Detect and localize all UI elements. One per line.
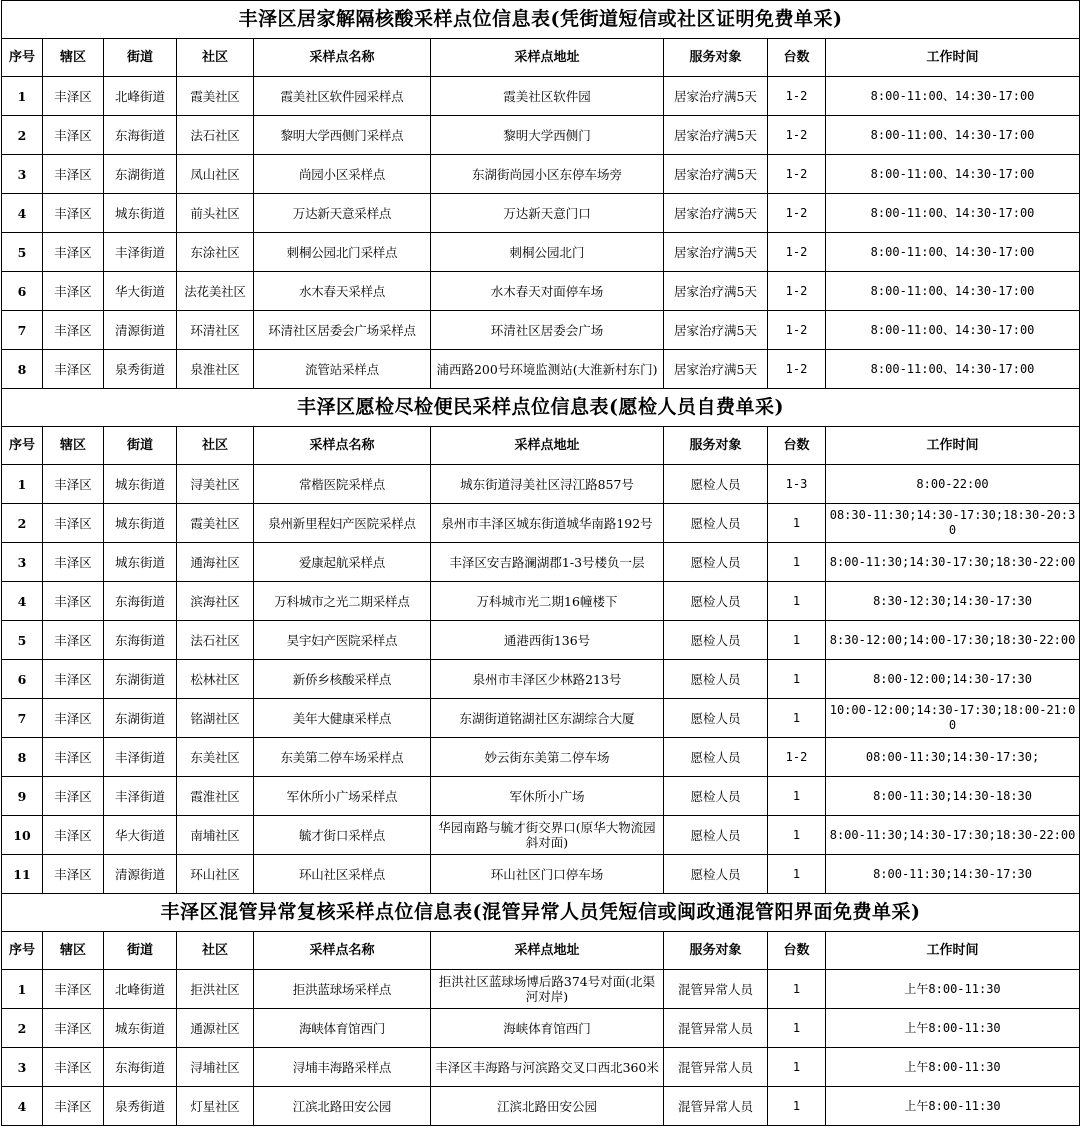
- table-row: [2, 465, 1080, 504]
- cell-working-hours: 8:00-22:00: [826, 465, 1080, 504]
- cell-subdistrict: 东海街道: [104, 582, 177, 621]
- cell-site-address: 黎明大学西侧门: [431, 116, 664, 155]
- cell-community: 通海社区: [177, 543, 254, 582]
- cell-service-target: 居家治疗满5天: [664, 311, 768, 350]
- table-row: [2, 1087, 1080, 1126]
- cell-subdistrict: 东湖街道: [104, 699, 177, 738]
- cell-station-count: 1-2: [768, 77, 826, 116]
- cell-subdistrict: 华大街道: [104, 816, 177, 855]
- cell-station-count: 1-2: [768, 155, 826, 194]
- cell-row-number: 2: [2, 1009, 43, 1048]
- cell-row-number: 3: [2, 1048, 43, 1087]
- cell-community: 环清社区: [177, 311, 254, 350]
- header-row: [2, 39, 1080, 77]
- cell-working-hours: 8:30-12:00;14:00-17:30;18:30-22:00: [826, 621, 1080, 660]
- cell-station-count: 1: [768, 504, 826, 543]
- cell-subdistrict: 东湖街道: [104, 660, 177, 699]
- cell-service-target: 混管异常人员: [664, 970, 768, 1009]
- cell-community: 东美社区: [177, 738, 254, 777]
- cell-district: 丰泽区: [43, 582, 104, 621]
- cell-community: 浔美社区: [177, 465, 254, 504]
- cell-subdistrict: 清源街道: [104, 855, 177, 894]
- cell-site-name: 万科城市之光二期采样点: [254, 582, 431, 621]
- cell-subdistrict: 北峰街道: [104, 77, 177, 116]
- cell-district: 丰泽区: [43, 543, 104, 582]
- cell-working-hours: 10:00-12:00;14:30-17:30;18:00-21:00: [826, 699, 1080, 738]
- cell-working-hours: 08:00-11:30;14:30-17:30;: [826, 738, 1080, 777]
- cell-site-address: 万达新天意门口: [431, 194, 664, 233]
- section-title: 丰泽区混管异常复核采样点位信息表(混管异常人员凭短信或闽政通混管阳界面免费单采): [2, 894, 1080, 932]
- cell-site-address: 刺桐公园北门: [431, 233, 664, 272]
- table-body: [2, 1, 1080, 1126]
- cell-station-count: 1: [768, 970, 826, 1009]
- cell-subdistrict: 城东街道: [104, 194, 177, 233]
- column-header-working-hours: 工作时间: [826, 932, 1080, 970]
- cell-site-name: 爱康起航采样点: [254, 543, 431, 582]
- cell-subdistrict: 东海街道: [104, 621, 177, 660]
- cell-row-number: 1: [2, 465, 43, 504]
- table-row: [2, 116, 1080, 155]
- cell-row-number: 3: [2, 155, 43, 194]
- cell-row-number: 7: [2, 699, 43, 738]
- cell-site-name: 泉州新里程妇产医院采样点: [254, 504, 431, 543]
- cell-site-address: 东湖街尚园小区东停车场旁: [431, 155, 664, 194]
- cell-community: 松林社区: [177, 660, 254, 699]
- column-header-district: 辖区: [43, 39, 104, 77]
- cell-site-address: 军休所小广场: [431, 777, 664, 816]
- cell-site-name: 昊宇妇产医院采样点: [254, 621, 431, 660]
- cell-site-address: 泉州市丰泽区少林路213号: [431, 660, 664, 699]
- cell-site-address: 妙云街东美第二停车场: [431, 738, 664, 777]
- cell-station-count: 1: [768, 855, 826, 894]
- cell-service-target: 愿检人员: [664, 582, 768, 621]
- cell-site-name: 环清社区居委会广场采样点: [254, 311, 431, 350]
- cell-site-address: 海峡体育馆西门: [431, 1009, 664, 1048]
- section-title-row: [2, 894, 1080, 932]
- cell-working-hours: 上午8:00-11:30: [826, 1048, 1080, 1087]
- cell-service-target: 愿检人员: [664, 738, 768, 777]
- cell-row-number: 6: [2, 660, 43, 699]
- cell-site-address: 浦西路200号环境监测站(大淮新村东门): [431, 350, 664, 389]
- cell-station-count: 1-2: [768, 233, 826, 272]
- cell-community: 拒洪社区: [177, 970, 254, 1009]
- cell-station-count: 1-2: [768, 116, 826, 155]
- cell-station-count: 1-3: [768, 465, 826, 504]
- cell-station-count: 1: [768, 660, 826, 699]
- column-header-service-target: 服务对象: [664, 427, 768, 465]
- cell-site-name: 美年大健康采样点: [254, 699, 431, 738]
- cell-community: 东涂社区: [177, 233, 254, 272]
- cell-site-name: 新侨乡核酸采样点: [254, 660, 431, 699]
- cell-row-number: 4: [2, 582, 43, 621]
- cell-service-target: 居家治疗满5天: [664, 233, 768, 272]
- cell-station-count: 1: [768, 699, 826, 738]
- column-header-site-address: 采样点地址: [431, 427, 664, 465]
- cell-subdistrict: 东湖街道: [104, 155, 177, 194]
- table-row: [2, 582, 1080, 621]
- cell-working-hours: 8:30-12:30;14:30-17:30: [826, 582, 1080, 621]
- cell-site-address: 水木春天对面停车场: [431, 272, 664, 311]
- cell-service-target: 愿检人员: [664, 504, 768, 543]
- cell-district: 丰泽区: [43, 155, 104, 194]
- cell-row-number: 1: [2, 77, 43, 116]
- cell-working-hours: 8:00-11:00、14:30-17:00: [826, 233, 1080, 272]
- cell-district: 丰泽区: [43, 855, 104, 894]
- cell-site-name: 流管站采样点: [254, 350, 431, 389]
- cell-station-count: 1: [768, 816, 826, 855]
- cell-station-count: 1-2: [768, 194, 826, 233]
- cell-district: 丰泽区: [43, 116, 104, 155]
- cell-station-count: 1-2: [768, 311, 826, 350]
- cell-row-number: 8: [2, 738, 43, 777]
- column-header-district: 辖区: [43, 932, 104, 970]
- column-header-working-hours: 工作时间: [826, 39, 1080, 77]
- cell-service-target: 愿检人员: [664, 543, 768, 582]
- table-row: [2, 77, 1080, 116]
- cell-community: 凤山社区: [177, 155, 254, 194]
- cell-site-address: 万科城市光二期16幢楼下: [431, 582, 664, 621]
- table-row: [2, 699, 1080, 738]
- table-row: [2, 504, 1080, 543]
- cell-subdistrict: 华大街道: [104, 272, 177, 311]
- column-header-station-count: 台数: [768, 932, 826, 970]
- cell-subdistrict: 东海街道: [104, 1048, 177, 1087]
- cell-subdistrict: 城东街道: [104, 504, 177, 543]
- cell-station-count: 1: [768, 543, 826, 582]
- column-header-site-name: 采样点名称: [254, 932, 431, 970]
- cell-community: 南埔社区: [177, 816, 254, 855]
- cell-district: 丰泽区: [43, 621, 104, 660]
- cell-community: 霞淮社区: [177, 777, 254, 816]
- column-header-community: 社区: [177, 932, 254, 970]
- column-header-subdistrict: 街道: [104, 932, 177, 970]
- cell-district: 丰泽区: [43, 311, 104, 350]
- section-title-row: [2, 389, 1080, 427]
- cell-subdistrict: 丰泽街道: [104, 233, 177, 272]
- cell-site-name: 尚园小区采样点: [254, 155, 431, 194]
- cell-site-name: 军休所小广场采样点: [254, 777, 431, 816]
- cell-site-name: 水木春天采样点: [254, 272, 431, 311]
- cell-working-hours: 上午8:00-11:30: [826, 1009, 1080, 1048]
- table-row: [2, 738, 1080, 777]
- cell-site-name: 万达新天意采样点: [254, 194, 431, 233]
- cell-working-hours: 8:00-11:00、14:30-17:00: [826, 194, 1080, 233]
- cell-site-name: 东美第二停车场采样点: [254, 738, 431, 777]
- cell-subdistrict: 丰泽街道: [104, 777, 177, 816]
- cell-service-target: 居家治疗满5天: [664, 194, 768, 233]
- table-row: [2, 311, 1080, 350]
- table-row: [2, 621, 1080, 660]
- cell-community: 霞美社区: [177, 504, 254, 543]
- cell-row-number: 6: [2, 272, 43, 311]
- cell-site-address: 江滨北路田安公园: [431, 1087, 664, 1126]
- cell-subdistrict: 清源街道: [104, 311, 177, 350]
- cell-service-target: 愿检人员: [664, 660, 768, 699]
- cell-station-count: 1: [768, 1087, 826, 1126]
- cell-subdistrict: 城东街道: [104, 1009, 177, 1048]
- header-row: [2, 932, 1080, 970]
- cell-community: 法石社区: [177, 116, 254, 155]
- cell-service-target: 愿检人员: [664, 777, 768, 816]
- cell-service-target: 混管异常人员: [664, 1087, 768, 1126]
- column-header-community: 社区: [177, 39, 254, 77]
- cell-site-address: 拒洪社区蓝球场博后路374号对面(北渠河对岸): [431, 970, 664, 1009]
- cell-district: 丰泽区: [43, 194, 104, 233]
- cell-working-hours: 8:00-11:30;14:30-17:30;18:30-22:00: [826, 816, 1080, 855]
- table-row: [2, 233, 1080, 272]
- cell-subdistrict: 丰泽街道: [104, 738, 177, 777]
- cell-working-hours: 08:30-11:30;14:30-17:30;18:30-20:30: [826, 504, 1080, 543]
- cell-working-hours: 上午8:00-11:30: [826, 1087, 1080, 1126]
- column-header-row-number: 序号: [2, 427, 43, 465]
- column-header-site-address: 采样点地址: [431, 932, 664, 970]
- table-row: [2, 970, 1080, 1009]
- cell-site-name: 海峡体育馆西门: [254, 1009, 431, 1048]
- table-row: [2, 855, 1080, 894]
- header-row: [2, 427, 1080, 465]
- cell-working-hours: 8:00-11:00、14:30-17:00: [826, 311, 1080, 350]
- cell-station-count: 1: [768, 1048, 826, 1087]
- cell-district: 丰泽区: [43, 233, 104, 272]
- cell-site-name: 浔埔丰海路采样点: [254, 1048, 431, 1087]
- column-header-service-target: 服务对象: [664, 39, 768, 77]
- cell-site-name: 刺桐公园北门采样点: [254, 233, 431, 272]
- cell-subdistrict: 泉秀街道: [104, 350, 177, 389]
- cell-station-count: 1: [768, 621, 826, 660]
- column-header-district: 辖区: [43, 427, 104, 465]
- cell-row-number: 4: [2, 1087, 43, 1126]
- cell-working-hours: 8:00-12:00;14:30-17:30: [826, 660, 1080, 699]
- cell-site-address: 丰泽区丰海路与河滨路交叉口西北360米: [431, 1048, 664, 1087]
- cell-row-number: 10: [2, 816, 43, 855]
- cell-community: 法花美社区: [177, 272, 254, 311]
- table-row: [2, 155, 1080, 194]
- cell-site-address: 霞美社区软件园: [431, 77, 664, 116]
- cell-row-number: 5: [2, 621, 43, 660]
- column-header-station-count: 台数: [768, 39, 826, 77]
- cell-district: 丰泽区: [43, 777, 104, 816]
- cell-service-target: 愿检人员: [664, 699, 768, 738]
- cell-district: 丰泽区: [43, 1087, 104, 1126]
- cell-district: 丰泽区: [43, 1009, 104, 1048]
- cell-site-name: 江滨北路田安公园: [254, 1087, 431, 1126]
- section-title: 丰泽区居家解隔核酸采样点位信息表(凭街道短信或社区证明免费单采): [2, 1, 1080, 39]
- cell-row-number: 1: [2, 970, 43, 1009]
- cell-district: 丰泽区: [43, 504, 104, 543]
- cell-working-hours: 8:00-11:30;14:30-18:30: [826, 777, 1080, 816]
- cell-service-target: 愿检人员: [664, 465, 768, 504]
- cell-working-hours: 上午8:00-11:30: [826, 970, 1080, 1009]
- cell-site-address: 东湖街道铭湖社区东湖综合大厦: [431, 699, 664, 738]
- cell-district: 丰泽区: [43, 738, 104, 777]
- cell-working-hours: 8:00-11:30;14:30-17:30;18:30-22:00: [826, 543, 1080, 582]
- cell-site-name: 霞美社区软件园采样点: [254, 77, 431, 116]
- cell-row-number: 3: [2, 543, 43, 582]
- column-header-site-address: 采样点地址: [431, 39, 664, 77]
- table-row: [2, 660, 1080, 699]
- cell-site-name: 常楷医院采样点: [254, 465, 431, 504]
- cell-site-address: 丰泽区安吉路澜湖郡1-3号楼负一层: [431, 543, 664, 582]
- table-row: [2, 1009, 1080, 1048]
- column-header-subdistrict: 街道: [104, 39, 177, 77]
- table-row: [2, 1048, 1080, 1087]
- cell-service-target: 愿检人员: [664, 855, 768, 894]
- section-title-row: [2, 1, 1080, 39]
- cell-community: 滨海社区: [177, 582, 254, 621]
- cell-community: 灯星社区: [177, 1087, 254, 1126]
- cell-site-address: 泉州市丰泽区城东街道城华南路192号: [431, 504, 664, 543]
- cell-community: 泉淮社区: [177, 350, 254, 389]
- cell-service-target: 愿检人员: [664, 816, 768, 855]
- cell-station-count: 1: [768, 582, 826, 621]
- cell-site-address: 通港西街136号: [431, 621, 664, 660]
- cell-station-count: 1-2: [768, 738, 826, 777]
- cell-service-target: 居家治疗满5天: [664, 77, 768, 116]
- cell-row-number: 2: [2, 116, 43, 155]
- cell-site-name: 拒洪蓝球场采样点: [254, 970, 431, 1009]
- cell-community: 前头社区: [177, 194, 254, 233]
- cell-site-address: 华园南路与毓才街交界口(原华大物流园斜对面): [431, 816, 664, 855]
- cell-working-hours: 8:00-11:30;14:30-17:30: [826, 855, 1080, 894]
- cell-service-target: 居家治疗满5天: [664, 116, 768, 155]
- column-header-service-target: 服务对象: [664, 932, 768, 970]
- section-title: 丰泽区愿检尽检便民采样点位信息表(愿检人员自费单采): [2, 389, 1080, 427]
- cell-district: 丰泽区: [43, 465, 104, 504]
- cell-working-hours: 8:00-11:00、14:30-17:00: [826, 77, 1080, 116]
- cell-community: 环山社区: [177, 855, 254, 894]
- cell-working-hours: 8:00-11:00、14:30-17:00: [826, 272, 1080, 311]
- column-header-site-name: 采样点名称: [254, 427, 431, 465]
- column-header-station-count: 台数: [768, 427, 826, 465]
- column-header-row-number: 序号: [2, 39, 43, 77]
- cell-community: 浔埔社区: [177, 1048, 254, 1087]
- cell-site-name: 环山社区采样点: [254, 855, 431, 894]
- cell-subdistrict: 泉秀街道: [104, 1087, 177, 1126]
- cell-district: 丰泽区: [43, 350, 104, 389]
- cell-working-hours: 8:00-11:00、14:30-17:00: [826, 155, 1080, 194]
- table-row: [2, 272, 1080, 311]
- cell-subdistrict: 城东街道: [104, 543, 177, 582]
- cell-site-address: 环山社区门口停车场: [431, 855, 664, 894]
- cell-district: 丰泽区: [43, 77, 104, 116]
- cell-station-count: 1-2: [768, 272, 826, 311]
- cell-row-number: 11: [2, 855, 43, 894]
- table-row: [2, 350, 1080, 389]
- cell-row-number: 9: [2, 777, 43, 816]
- cell-district: 丰泽区: [43, 272, 104, 311]
- cell-community: 霞美社区: [177, 77, 254, 116]
- cell-site-name: 毓才街口采样点: [254, 816, 431, 855]
- cell-district: 丰泽区: [43, 970, 104, 1009]
- cell-site-name: 黎明大学西侧门采样点: [254, 116, 431, 155]
- cell-site-address: 环清社区居委会广场: [431, 311, 664, 350]
- cell-district: 丰泽区: [43, 1048, 104, 1087]
- table-row: [2, 777, 1080, 816]
- cell-community: 通源社区: [177, 1009, 254, 1048]
- cell-subdistrict: 东海街道: [104, 116, 177, 155]
- table-row: [2, 194, 1080, 233]
- column-header-community: 社区: [177, 427, 254, 465]
- cell-subdistrict: 北峰街道: [104, 970, 177, 1009]
- cell-service-target: 居家治疗满5天: [664, 350, 768, 389]
- cell-station-count: 1-2: [768, 350, 826, 389]
- cell-row-number: 8: [2, 350, 43, 389]
- cell-community: 铭湖社区: [177, 699, 254, 738]
- cell-working-hours: 8:00-11:00、14:30-17:00: [826, 350, 1080, 389]
- cell-subdistrict: 城东街道: [104, 465, 177, 504]
- cell-row-number: 5: [2, 233, 43, 272]
- cell-row-number: 7: [2, 311, 43, 350]
- cell-row-number: 2: [2, 504, 43, 543]
- cell-service-target: 居家治疗满5天: [664, 272, 768, 311]
- cell-service-target: 愿检人员: [664, 621, 768, 660]
- cell-service-target: 居家治疗满5天: [664, 155, 768, 194]
- table-row: [2, 816, 1080, 855]
- cell-service-target: 混管异常人员: [664, 1009, 768, 1048]
- cell-service-target: 混管异常人员: [664, 1048, 768, 1087]
- column-header-site-name: 采样点名称: [254, 39, 431, 77]
- table-row: [2, 543, 1080, 582]
- cell-working-hours: 8:00-11:00、14:30-17:00: [826, 116, 1080, 155]
- cell-row-number: 4: [2, 194, 43, 233]
- column-header-working-hours: 工作时间: [826, 427, 1080, 465]
- column-header-subdistrict: 街道: [104, 427, 177, 465]
- cell-district: 丰泽区: [43, 660, 104, 699]
- cell-site-address: 城东街道浔美社区浔江路857号: [431, 465, 664, 504]
- cell-district: 丰泽区: [43, 816, 104, 855]
- cell-district: 丰泽区: [43, 699, 104, 738]
- column-header-row-number: 序号: [2, 932, 43, 970]
- cell-station-count: 1: [768, 777, 826, 816]
- cell-community: 法石社区: [177, 621, 254, 660]
- cell-station-count: 1: [768, 1009, 826, 1048]
- sampling-sites-table: [1, 0, 1080, 1126]
